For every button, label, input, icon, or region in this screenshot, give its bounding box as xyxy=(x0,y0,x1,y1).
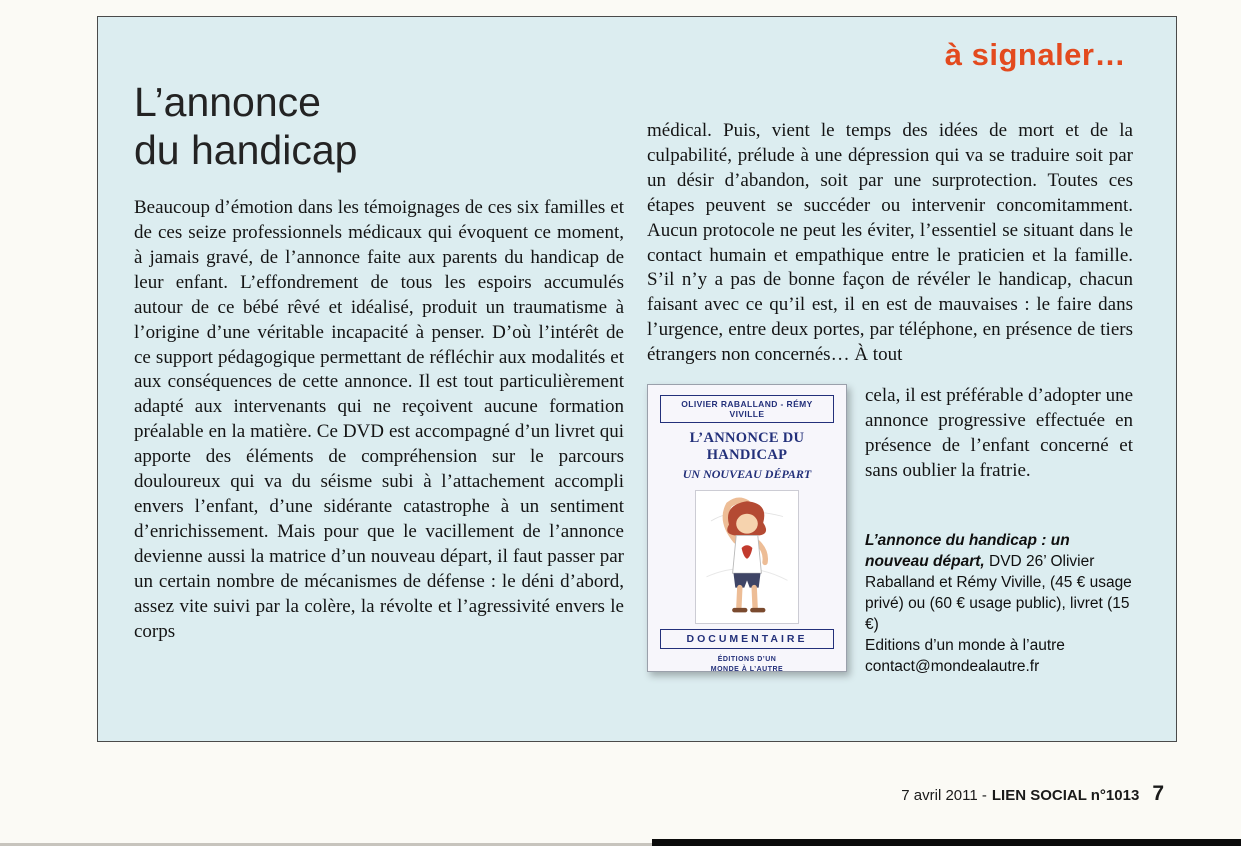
footer-date: 7 avril 2011 - xyxy=(901,787,987,804)
article-title xyxy=(134,79,624,174)
article-title-line1: L’annonce xyxy=(134,79,321,125)
caption-lead: L’annonce du handicap : un nouveau départ, xyxy=(865,531,1070,570)
article-body-right-part2: cela, il est préférable d’adopter une annonce progressive effectuée en présence de l’enfant concerné et sans oublier la fratrie. xyxy=(865,385,1133,481)
footer-page-number: 7 xyxy=(1152,782,1164,805)
article-body-left: Beaucoup d’émotion dans les témoignages de ces six familles et de ces seize professionnels médicaux qui évoquent ce moment, à jamais gravé, de l’annonce faite aux parents du handicap de leur enfant. L’effondrement de tous les espoirs accumulés autour de ce bébé rêvé et idéalisé, produit un traumatisme à l’origine d’une véritable incapacité à penser. D’où l’intérêt de ce support pédagogique permettant de réfléchir aux modalités et aux conséquences de cette annonce. Il est tout particulièrement adapté aux intervenants qui ne reçoivent aucune formation préalable en la matière. Ce DVD est accompagné d’un livret qui apporte des éléments de compréhension sur le parcours douloureux qui va du séisme subi à l’attachement accompli envers l’enfant, d’une sidérante catastrophe à un sentiment d’enrichissement. Mais pour que le vacillement de l’annonce devienne aussi la matrice d’un nouveau départ, il faut passer par un certain nombre de mécanismes de défense : le déni d’abord, assez vite suivi par la colère, la révolte et l’agressivité envers le corps xyxy=(134,197,624,642)
dvd-subtitle: UN NOUVEAU DÉPART xyxy=(682,467,812,482)
girl-illustration xyxy=(699,494,795,620)
dvd-cover xyxy=(647,384,847,672)
dvd-illustration xyxy=(695,490,799,624)
section-flag: à signaler… xyxy=(944,37,1126,72)
right-column xyxy=(647,119,1133,677)
footer xyxy=(901,782,1164,806)
dvd-caption xyxy=(865,530,1133,677)
scan-edge-dark xyxy=(652,839,1241,846)
dvd-publisher-logo: ÉDITIONS D’UN MONDE À L’AUTRE xyxy=(710,656,784,673)
dvd-section xyxy=(647,384,1133,677)
caption-email: contact@mondealautre.fr xyxy=(865,657,1040,675)
dvd-authors: OLIVIER RABALLAND - RÉMY VIVILLE xyxy=(660,395,834,423)
footer-magazine: LIEN SOCIAL n°1013 xyxy=(991,787,1140,804)
left-column xyxy=(134,79,624,644)
caption-publisher: Editions d’un monde à l’autre xyxy=(865,636,1065,654)
caption-body: DVD 26’ Olivier Raballand et Rémy Viville, (45 € usage privé) ou (60 € usage public), livret (15 €) xyxy=(865,552,1132,633)
dvd-title: L’ANNONCE DU HANDICAP xyxy=(689,430,805,464)
article-panel xyxy=(97,16,1177,742)
article-body-right-part1: médical. Puis, vient le temps des idées de mort et de la culpabilité, prélude à une dépression qui va se traduire soit par un désir d’abandon, soit par une surprotection. Toutes ces étapes peuvent se succéder ou intervenir concomitamment. Aucun protocole ne peut les éviter, l’essentiel se situant dans le contact humain et empathique entre le praticien et la famille. S’il n’y a pas de bonne façon de révéler le handicap, chacun faisant avec ce qu’il est, il en est de mauvaises : le faire dans l’urgence, entre deux portes, par téléphone, en présence de tiers étrangers non concernés… À tout xyxy=(647,120,1133,366)
article-title-line2: du handicap xyxy=(134,126,358,173)
dvd-genre: DOCUMENTAIRE xyxy=(660,629,834,649)
